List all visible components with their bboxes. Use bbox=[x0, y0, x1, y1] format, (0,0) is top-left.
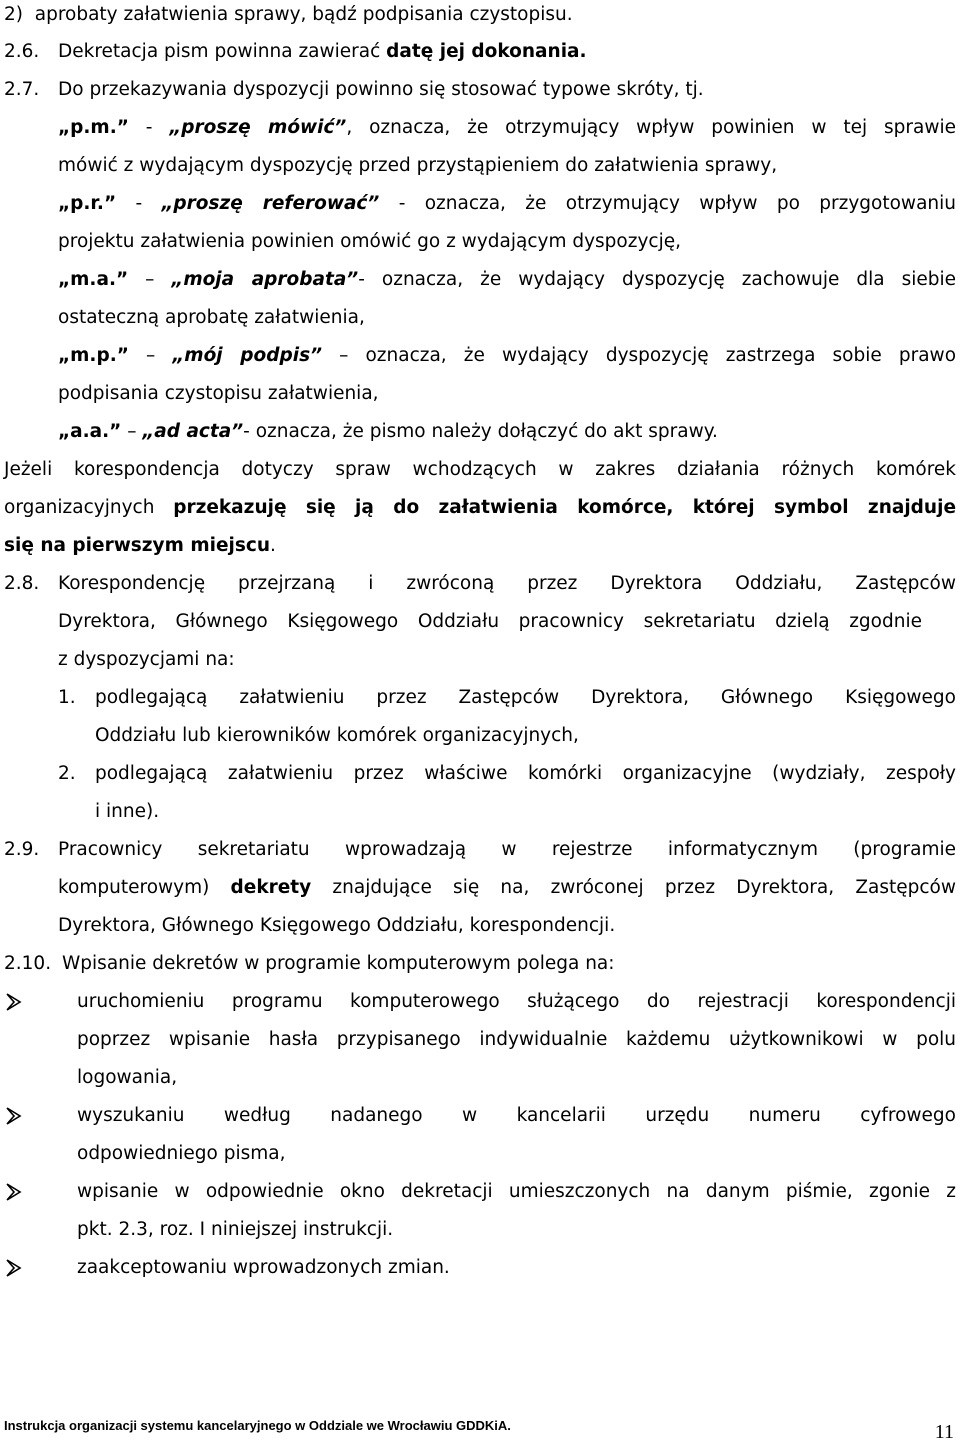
abbreviation-aa: „a.a.” – „ad acta”- oznacza, że pismo należy dołączyć do akt sprawy. bbox=[58, 421, 718, 442]
numbered-item-1-line-2: Oddziału lub kierowników komórek organizacyjnych, bbox=[95, 725, 579, 746]
abbreviation-ma: „m.a.” – „moja aprobata”- oznacza, że wydający dyspozycję zachowuje dla siebie bbox=[58, 269, 957, 290]
bullet-1-line-1: uruchomieniu programu komputerowego służącego do rejestracji korespondencji bbox=[77, 991, 956, 1012]
numbered-item-2-line-1: podlegającą załatwieniu przez właściwe komórki organizacyjne (wydziały, zespoły bbox=[95, 763, 956, 784]
arrow-bullet-icon bbox=[6, 1258, 22, 1278]
abbreviation-pm: „p.m.” - „proszę mówić”, oznacza, że otrzymujący wpływ powinien w tej sprawie bbox=[58, 117, 956, 138]
section-number-2-9: 2.9. bbox=[4, 839, 40, 860]
arrow-bullet-icon bbox=[6, 1182, 22, 1202]
bullet-4-line-1: zaakceptowaniu wprowadzonych zmian. bbox=[77, 1257, 450, 1278]
section-2-8-line-2: Dyrektora, Głównego Księgowego Oddziału pracownicy sekretariatu dzielą zgodnie bbox=[58, 611, 922, 632]
abbreviation-pm-cont: mówić z wydającym dyspozycję przed przystąpieniem do załatwienia sprawy, bbox=[58, 155, 778, 176]
section-number-2-6: 2.6. bbox=[4, 41, 40, 62]
list-item-2: 2) aprobaty załatwienia sprawy, bądź podpisania czystopisu. bbox=[4, 4, 573, 25]
section-2-10-text: Wpisanie dekretów w programie komputerowym polega na: bbox=[62, 953, 615, 974]
arrow-bullet-icon bbox=[6, 992, 22, 1012]
bullet-1-line-3: logowania, bbox=[77, 1067, 178, 1088]
abbreviation-mp: „m.p.” – „mój podpis” – oznacza, że wydający dyspozycję zastrzega sobie prawo bbox=[58, 345, 957, 366]
paragraph-line-2: organizacyjnych przekazuję się ją do załatwienia komórce, której symbol znajduje bbox=[4, 497, 956, 518]
bullet-2-line-2: odpowiedniego pisma, bbox=[77, 1143, 286, 1164]
arrow-bullet-icon bbox=[6, 1106, 22, 1126]
numbered-item-2-number: 2. bbox=[58, 763, 76, 784]
footer-text: Instrukcja organizacji systemu kancelaryjnego w Oddziale we Wrocławiu GDDKiA. bbox=[4, 1418, 511, 1433]
numbered-item-1-number: 1. bbox=[58, 687, 76, 708]
section-number-2-7: 2.7. bbox=[4, 79, 40, 100]
abbreviation-mp-cont: podpisania czystopisu załatwienia, bbox=[58, 383, 379, 404]
abbreviation-ma-cont: ostateczną aprobatę załatwienia, bbox=[58, 307, 365, 328]
bullet-1-line-2: poprzez wpisanie hasła przypisanego indywidualnie każdemu użytkownikowi w polu bbox=[77, 1029, 956, 1050]
paragraph-line-1: Jeżeli korespondencja dotyczy spraw wchodzących w zakres działania różnych komórek bbox=[4, 459, 956, 480]
section-2-9-line-2: komputerowym) dekrety znajdujące się na, zwróconej przez Dyrektora, Zastępców bbox=[58, 877, 956, 898]
abbreviation-pr: „p.r.” - „proszę referować” - oznacza, że otrzymujący wpływ po przygotowaniu bbox=[58, 193, 956, 214]
bullet-3-line-2: pkt. 2.3, roz. I niniejszej instrukcji. bbox=[77, 1219, 394, 1240]
section-2-8-line-3: z dyspozycjami na: bbox=[58, 649, 235, 670]
paragraph-line-3: się na pierwszym miejscu. bbox=[4, 535, 276, 556]
bullet-3-line-1: wpisanie w odpowiednie okno dekretacji umieszczonych na danym piśmie, zgonie z bbox=[77, 1181, 956, 1202]
abbreviation-pr-cont: projektu załatwienia powinien omówić go z wydającym dyspozycję, bbox=[58, 231, 681, 252]
section-2-7-text: Do przekazywania dyspozycji powinno się stosować typowe skróty, tj. bbox=[58, 79, 704, 100]
section-2-9-line-3: Dyrektora, Głównego Księgowego Oddziału, korespondencji. bbox=[58, 915, 616, 936]
section-2-9-line-1: Pracownicy sekretariatu wprowadzają w rejestrze informatycznym (programie bbox=[58, 839, 956, 860]
section-2-8-line-1: Korespondencję przejrzaną i zwróconą przez Dyrektora Oddziału, Zastępców bbox=[58, 573, 956, 594]
bullet-2-line-1: wyszukaniu według nadanego w kancelarii urzędu numeru cyfrowego bbox=[77, 1105, 956, 1126]
numbered-item-2-line-2: i inne). bbox=[95, 801, 160, 822]
section-number-2-8: 2.8. bbox=[4, 573, 40, 594]
section-number-2-10: 2.10. bbox=[4, 953, 52, 974]
section-2-6-text: Dekretacja pism powinna zawierać datę jej dokonania. bbox=[58, 41, 587, 62]
page-number: 11 bbox=[934, 1421, 954, 1443]
numbered-item-1-line-1: podlegającą załatwieniu przez Zastępców Dyrektora, Głównego Księgowego bbox=[95, 687, 956, 708]
